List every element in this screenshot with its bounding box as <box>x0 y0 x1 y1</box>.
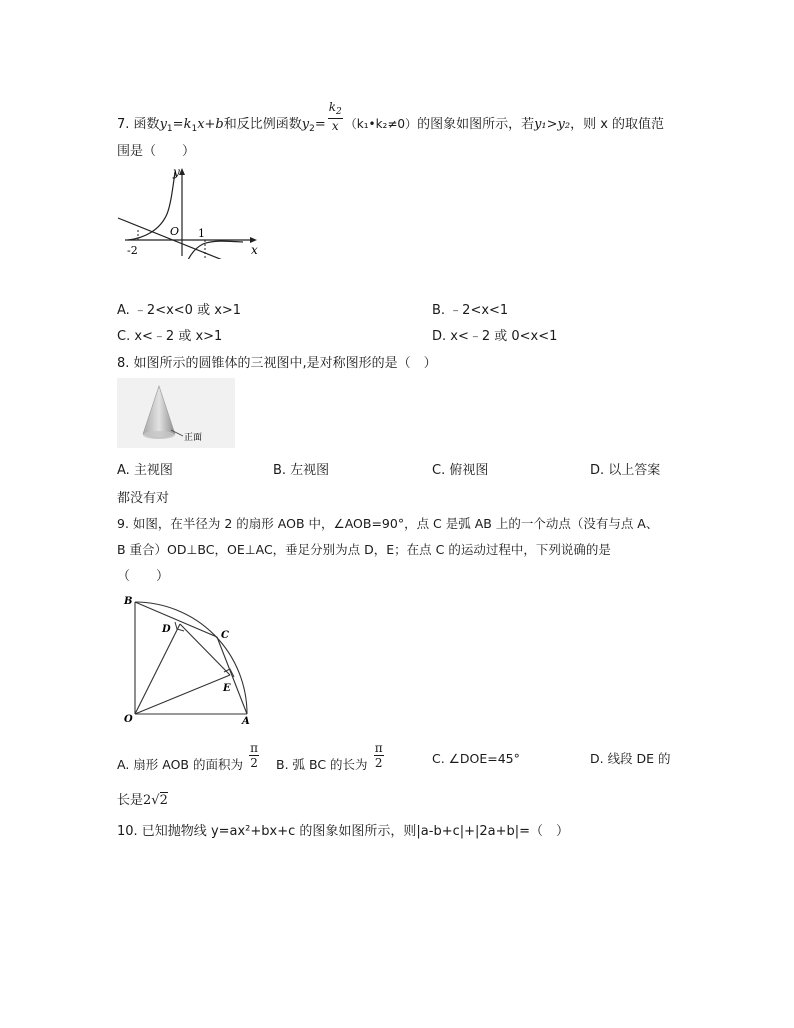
segment-OD <box>135 624 180 714</box>
q9-option-c[interactable]: C. ∠DOE=45° <box>432 751 520 766</box>
q8-option-d-cont: 都没有对 <box>117 491 170 506</box>
q9-stem-line3: （ ） <box>117 569 170 584</box>
label-B: B <box>124 596 133 607</box>
q9-option-b-frac: $\frac{\pi}{2}$ <box>374 741 383 770</box>
q9-figure <box>120 592 260 727</box>
q8-figure <box>117 378 235 448</box>
q7-number: 7. <box>117 117 130 132</box>
q8-option-a[interactable]: A. 主视图 <box>117 463 173 478</box>
q7-option-c[interactable]: C. x<﹣2 或 x>1 <box>117 329 223 344</box>
segment-AC <box>217 637 247 714</box>
q7-k1: k <box>183 117 192 132</box>
q7-x-label: x <box>251 243 258 257</box>
q7-y-label: y <box>173 165 180 179</box>
q8-option-c[interactable]: C. 俯视图 <box>432 463 489 478</box>
q9-stem-line2: B 重合）OD⊥BC，OE⊥AC，垂足分别为点 D，E；在点 C 的运动过程中，下列说确的是 <box>117 542 611 557</box>
q9-option-b[interactable] <box>276 742 386 778</box>
q7-tail: 的图象如图所示，若 <box>417 117 535 132</box>
q7-y2-sub: 2 <box>309 124 315 134</box>
q7-tick-minus2: -2 <box>127 244 138 257</box>
q7-xb: x+b <box>197 117 224 132</box>
q7-option-d[interactable]: D. x<﹣2 或 0<x<1 <box>432 329 558 344</box>
q7-prefix: 函数 <box>133 117 160 132</box>
q7-frac-den: x <box>331 119 339 133</box>
segment-OE <box>135 675 230 714</box>
q7-stem-line2: 围是（ ） <box>117 144 196 159</box>
q7-k1-sub: 1 <box>191 124 198 134</box>
q9-option-a-text: A. 扇形 AOB 的面积为 <box>117 757 243 772</box>
q7-mid: 和反比例函数 <box>223 117 302 132</box>
q7-origin-label: O <box>170 225 180 238</box>
q7-option-a[interactable]: A. ﹣2<x<0 或 x>1 <box>117 303 242 318</box>
q8-option-b[interactable]: B. 左视图 <box>273 463 330 478</box>
q7-tail2: ，则 x 的取值范 <box>570 117 665 132</box>
arc-AB <box>135 602 247 714</box>
q9-option-a[interactable] <box>117 742 261 778</box>
q8-option-d[interactable]: D. 以上答案 <box>590 463 661 478</box>
q8-stem: 8. 如图所示的圆锥体的三视图中,是对称图形的是（ ） <box>117 356 437 371</box>
label-D: D <box>162 624 171 635</box>
q9-option-b-text: B. 弧 BC 的长为 <box>276 757 368 772</box>
q7-y-arrow <box>179 168 185 175</box>
q9-option-a-frac: $\frac{\pi}{2}$ <box>250 741 259 770</box>
cone-base <box>143 431 175 439</box>
q7-condition: （k₁•k₂≠0） <box>344 117 418 131</box>
q10-stem: 10. 已知抛物线 y=ax²+bx+c 的图象如图所示，则|a-b+c|+|2a+b|=（ ） <box>117 824 570 839</box>
q8-cone-image <box>117 378 235 448</box>
q9-d-radical: √ <box>151 793 160 808</box>
q7-eq1: = <box>172 117 184 132</box>
q7-option-b[interactable]: B. ﹣2<x<1 <box>432 303 509 318</box>
q8-front-label: 正面 <box>184 433 203 443</box>
q9-stem-line1: 9. 如图，在半径为 2 的扇形 AOB 中，∠AOB=90°，点 C 是弧 AB 上的一个动点（没有与点 A、 <box>117 516 659 531</box>
label-E: E <box>223 683 231 694</box>
q7-y2: y <box>301 117 310 132</box>
label-C: C <box>221 630 229 641</box>
q9-d-coef: 2 <box>143 793 152 808</box>
label-A: A <box>242 716 250 727</box>
label-O: O <box>124 714 133 725</box>
q9-d-radicand: 2 <box>159 793 168 808</box>
q7-tick-1: 1 <box>198 227 205 240</box>
q7-hyperbola-left <box>128 172 175 240</box>
q7-fraction <box>328 101 343 132</box>
q9-option-d-cont <box>117 791 168 811</box>
q9-option-d[interactable]: D. 线段 DE 的 <box>590 751 671 766</box>
cone-shape <box>143 386 175 438</box>
q7-eq2: = <box>314 117 326 132</box>
q7-inequality: y₁>y₂ <box>534 117 571 132</box>
q7-y1: y <box>159 117 167 132</box>
q7-y1-sub: 1 <box>166 124 173 134</box>
q9-option-d-cont-text: 长是 <box>117 793 144 808</box>
q7-graph <box>115 164 265 259</box>
q7-stem-line1 <box>117 101 664 137</box>
q7-frac-num: $k_2$ <box>328 100 342 117</box>
